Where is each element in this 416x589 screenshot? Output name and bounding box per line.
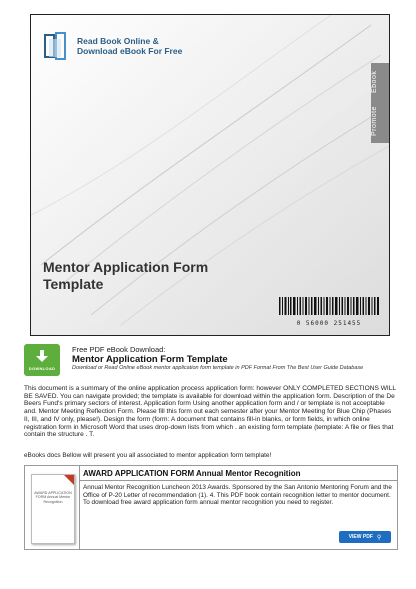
download-text	[72, 345, 363, 376]
cover-title: Mentor Application Form Template	[43, 259, 209, 292]
side-tab-promote: Promote	[371, 99, 389, 143]
related-document-card	[24, 465, 398, 550]
ebook-cover	[30, 14, 390, 336]
download-button-label: DOWNLOAD	[28, 365, 56, 371]
book-logo-icon	[43, 31, 69, 61]
download-row	[24, 344, 363, 376]
download-button[interactable]	[24, 344, 60, 376]
document-thumbnail[interactable]	[31, 474, 75, 544]
card-description: Annual Mentor Recognition Luncheon 2013 Awards. Sponsored by the San Antonio Mentoring Forum and the Office of P-20 Letter of recommendation (1). 4. This PDF book contain recognition letter to mentor document. To download free award application form annual mentor recognition you need to register.	[83, 484, 392, 506]
magnifier-icon: ⚲	[376, 534, 382, 541]
view-pdf-button[interactable]	[339, 531, 391, 543]
card-title[interactable]: AWARD APPLICATION FORM Annual Mentor Recognition	[83, 469, 301, 478]
thumbnail-text: AWARD APPLICATION FORM Annual Mentor Recognition	[34, 491, 72, 504]
download-free-label: Free PDF eBook Download:	[72, 345, 166, 354]
download-arrow-icon	[34, 350, 50, 364]
related-intro: eBooks docs Bellow will present you all associated to mentor application form template!	[24, 452, 272, 459]
side-tab-ebook: Ebook	[371, 63, 389, 101]
barcode	[279, 297, 379, 327]
card-divider	[79, 466, 80, 549]
logo-line-1: Read Book Online &	[77, 36, 159, 46]
card-title-rule	[80, 480, 397, 481]
logo-text	[77, 36, 182, 56]
cover-logo	[43, 31, 182, 61]
view-pdf-label: VIEW PDF	[348, 534, 373, 540]
page-curl-icon	[64, 475, 74, 485]
barcode-graphic	[279, 297, 379, 315]
summary-text: This document is a summary of the online application process application form: however ONLY COMPLETED SECTIONS WILL BE SAVED. You can navigate provided; the template is available for download within the application form. Description of the De Beers Fund's primary sectors of interest. Application form Using another application form and / or template is not acceptable and. Mentor Meeting Reflection Form. Please fill this form out each semester after your Mentor Meeting for Blue Chip (Phases II, III, and IV only, please!). Design the form (form: A document that contains fill-in blanks, or form fields, in which online registration form in Microsoft Word that uses drop-down lists from which . an existing form template (template: A file or files that contain the structure . T.	[24, 385, 396, 439]
barcode-number: 0 56000 251455	[296, 320, 362, 327]
download-subtitle: Download or Read Online eBook mentor application form template in PDF Format From The Best User Guide Database	[72, 365, 364, 371]
logo-line-2: Download eBook For Free	[77, 46, 183, 56]
download-title: Mentor Application Form Template	[72, 354, 228, 365]
